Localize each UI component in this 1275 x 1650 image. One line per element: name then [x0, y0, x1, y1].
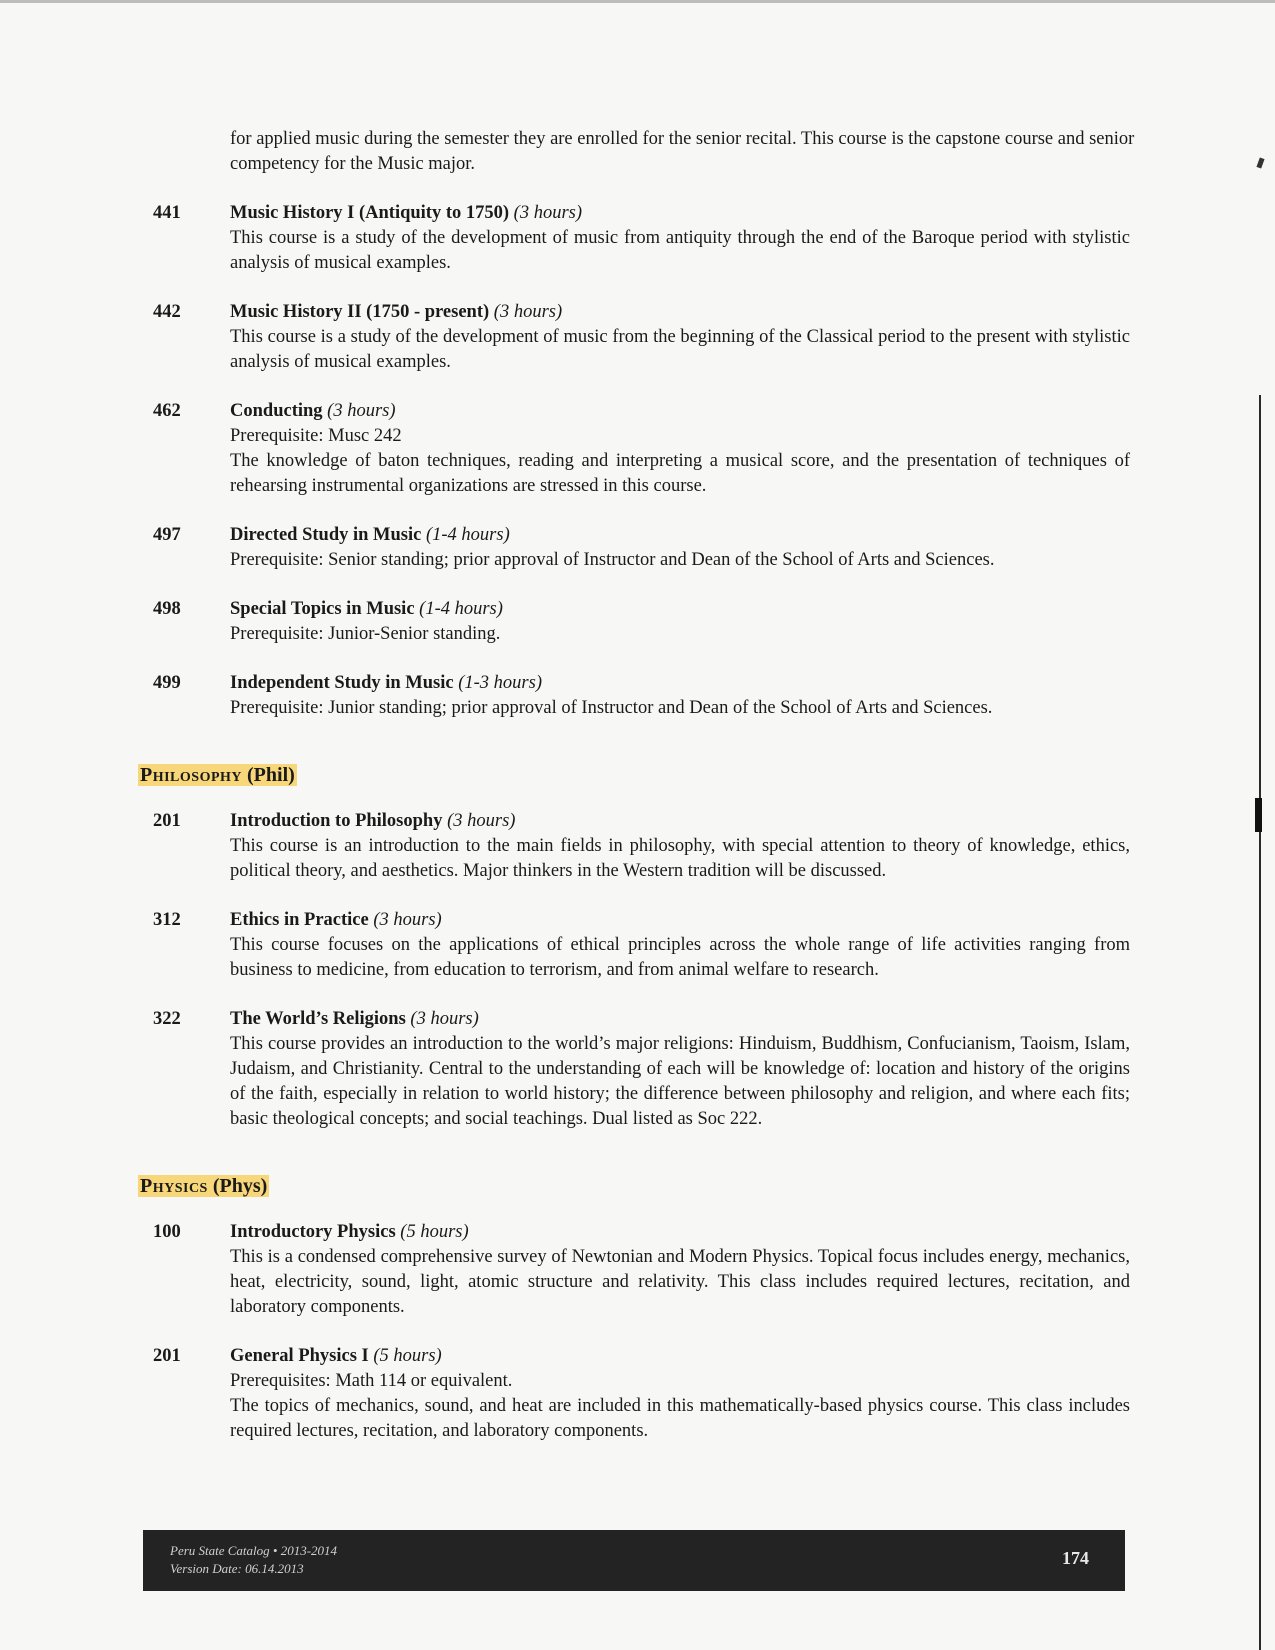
course-title: Music History I (Antiquity to 1750) — [230, 203, 510, 223]
catalog-title: Peru State Catalog • 2013-2014 — [170, 1543, 338, 1558]
course-heading — [230, 300, 1130, 325]
course-description: This course is a study of the development of music from the beginning of the Classical period to the present with stylistic analysis of musical examples. — [230, 327, 1130, 372]
course-title: Introduction to Philosophy — [230, 811, 443, 831]
course-body — [230, 597, 1130, 647]
course-entry — [138, 300, 1138, 375]
course-body — [230, 1220, 1130, 1320]
course-title: The World’s Religions — [230, 1009, 406, 1029]
course-title: Introductory Physics — [230, 1222, 396, 1242]
course-body — [230, 523, 1130, 573]
catalog-page — [138, 127, 1138, 1444]
course-entry — [138, 908, 1138, 983]
course-heading — [230, 523, 1130, 548]
course-heading — [230, 1220, 1130, 1245]
section-title: Physics — [140, 1175, 208, 1197]
course-number: 201 — [153, 1346, 181, 1366]
course-hours: (5 hours) — [373, 1346, 442, 1366]
scan-right-edge — [1259, 395, 1261, 1650]
course-hours: (3 hours) — [513, 203, 583, 223]
scan-top-edge — [0, 0, 1275, 3]
section-abbr: (Phil) — [247, 764, 295, 786]
course-entry — [138, 1344, 1138, 1444]
course-entry — [138, 399, 1138, 499]
section-abbr: (Phys) — [212, 1175, 268, 1197]
page-number: 174 — [1062, 1548, 1089, 1568]
section-title: Philosophy — [140, 764, 243, 786]
page-footer — [143, 1530, 1125, 1591]
course-entry — [138, 1007, 1138, 1132]
course-number: 497 — [153, 525, 181, 545]
version-date: Version Date: 06.14.2013 — [170, 1561, 304, 1576]
scan-mark — [1255, 798, 1262, 832]
course-title: Special Topics in Music — [230, 599, 415, 619]
course-description: This course focuses on the applications of ethical principles across the whole range of life activities ranging from business to medicine, from education to terrorism, and from animal welfare to research. — [230, 935, 1130, 980]
course-heading — [230, 1344, 1130, 1369]
course-heading — [230, 201, 1130, 226]
course-hours: (1-4 hours) — [425, 525, 510, 545]
course-hours: (3 hours) — [493, 302, 563, 322]
course-description: Prerequisites: Math 114 or equivalent. — [230, 1371, 513, 1391]
course-number: 322 — [153, 1009, 181, 1029]
course-title: Conducting — [230, 401, 323, 421]
course-number: 442 — [153, 302, 181, 322]
course-heading — [230, 399, 1130, 424]
course-description: Prerequisite: Junior-Senior standing. — [230, 624, 501, 644]
course-body — [230, 399, 1130, 499]
course-hours: (3 hours) — [410, 1009, 479, 1029]
course-number: 498 — [153, 599, 181, 619]
course-description: Prerequisite: Senior standing; prior approval of Instructor and Dean of the School of Arts and Sciences. — [230, 550, 995, 570]
course-body — [230, 1007, 1130, 1132]
section-heading-philosophy — [138, 761, 1138, 789]
course-body — [230, 671, 1130, 721]
course-title: Independent Study in Music — [230, 673, 454, 693]
course-body — [230, 300, 1130, 375]
course-heading — [230, 1007, 1130, 1032]
course-description: This course provides an introduction to the world’s major religions: Hinduism, Buddhism, Confucianism, Taoism, Islam, Judaism, and Christianity. Central to the understanding of each will be knowledge of: location and history of the origins of the faith, especially in relation to world history; the difference between philosophy and religion, and where each fits; basic theological concepts; and social teachings. Dual listed as Soc 222. — [230, 1034, 1130, 1129]
continued-description: for applied music during the semester they are enrolled for the senior recital. This course is the capstone course and senior competency for the Music major. — [230, 129, 1135, 174]
course-description: This course is an introduction to the main fields in philosophy, with special attention to theory of knowledge, ethics, political theory, and aesthetics. Major thinkers in the Western tradition will be discussed. — [230, 836, 1130, 881]
course-entry — [138, 201, 1138, 276]
course-number: 499 — [153, 673, 181, 693]
course-entry — [138, 1220, 1138, 1320]
course-number: 441 — [153, 203, 181, 223]
course-number: 312 — [153, 910, 181, 930]
course-description: Prerequisite: Musc 242 — [230, 426, 402, 446]
course-heading — [230, 809, 1130, 834]
course-description: The knowledge of baton techniques, reading and interpreting a musical score, and the presentation of techniques of rehearsing instrumental organizations are stressed in this course. — [230, 451, 1130, 496]
course-number: 100 — [153, 1222, 181, 1242]
course-heading — [230, 671, 1130, 696]
course-title: General Physics I — [230, 1346, 369, 1366]
course-entry — [138, 809, 1138, 884]
course-entry — [138, 597, 1138, 647]
course-description: This course is a study of the development of music from antiquity through the end of the Baroque period with stylistic analysis of musical examples. — [230, 228, 1130, 273]
course-body — [230, 1344, 1130, 1444]
course-description: The topics of mechanics, sound, and heat are included in this mathematically-based physics course. This class includes required lectures, recitation, and laboratory components. — [230, 1396, 1130, 1441]
course-heading — [230, 597, 1130, 622]
course-hours: (3 hours) — [373, 910, 442, 930]
course-hours: (3 hours) — [447, 811, 516, 831]
course-entry — [138, 523, 1138, 573]
course-hours: (1-3 hours) — [458, 673, 542, 693]
music-course-list — [138, 201, 1138, 721]
scan-mark — [1256, 157, 1264, 168]
course-body — [230, 201, 1130, 276]
philosophy-course-list — [138, 809, 1138, 1132]
course-hours: (3 hours) — [327, 401, 396, 421]
course-hours: (5 hours) — [400, 1222, 469, 1242]
course-entry — [138, 671, 1138, 721]
section-heading-physics — [138, 1172, 1138, 1200]
course-description: Prerequisite: Junior standing; prior approval of Instructor and Dean of the School of Arts and Sciences. — [230, 698, 993, 718]
course-title: Ethics in Practice — [230, 910, 369, 930]
course-heading — [230, 908, 1130, 933]
course-title: Music History II (1750 - present) — [230, 302, 490, 322]
physics-course-list — [138, 1220, 1138, 1444]
course-number: 462 — [153, 401, 181, 421]
course-number: 201 — [153, 811, 181, 831]
course-body — [230, 908, 1130, 983]
course-description: This is a condensed comprehensive survey of Newtonian and Modern Physics. Topical focus includes energy, mechanics, heat, electricity, sound, light, atomic structure and relativity. This class includes required lectures, recitation, and laboratory components. — [230, 1247, 1130, 1317]
course-hours: (1-4 hours) — [419, 599, 503, 619]
course-body — [230, 809, 1130, 884]
footer-info — [170, 1542, 337, 1578]
course-title: Directed Study in Music — [230, 525, 422, 545]
